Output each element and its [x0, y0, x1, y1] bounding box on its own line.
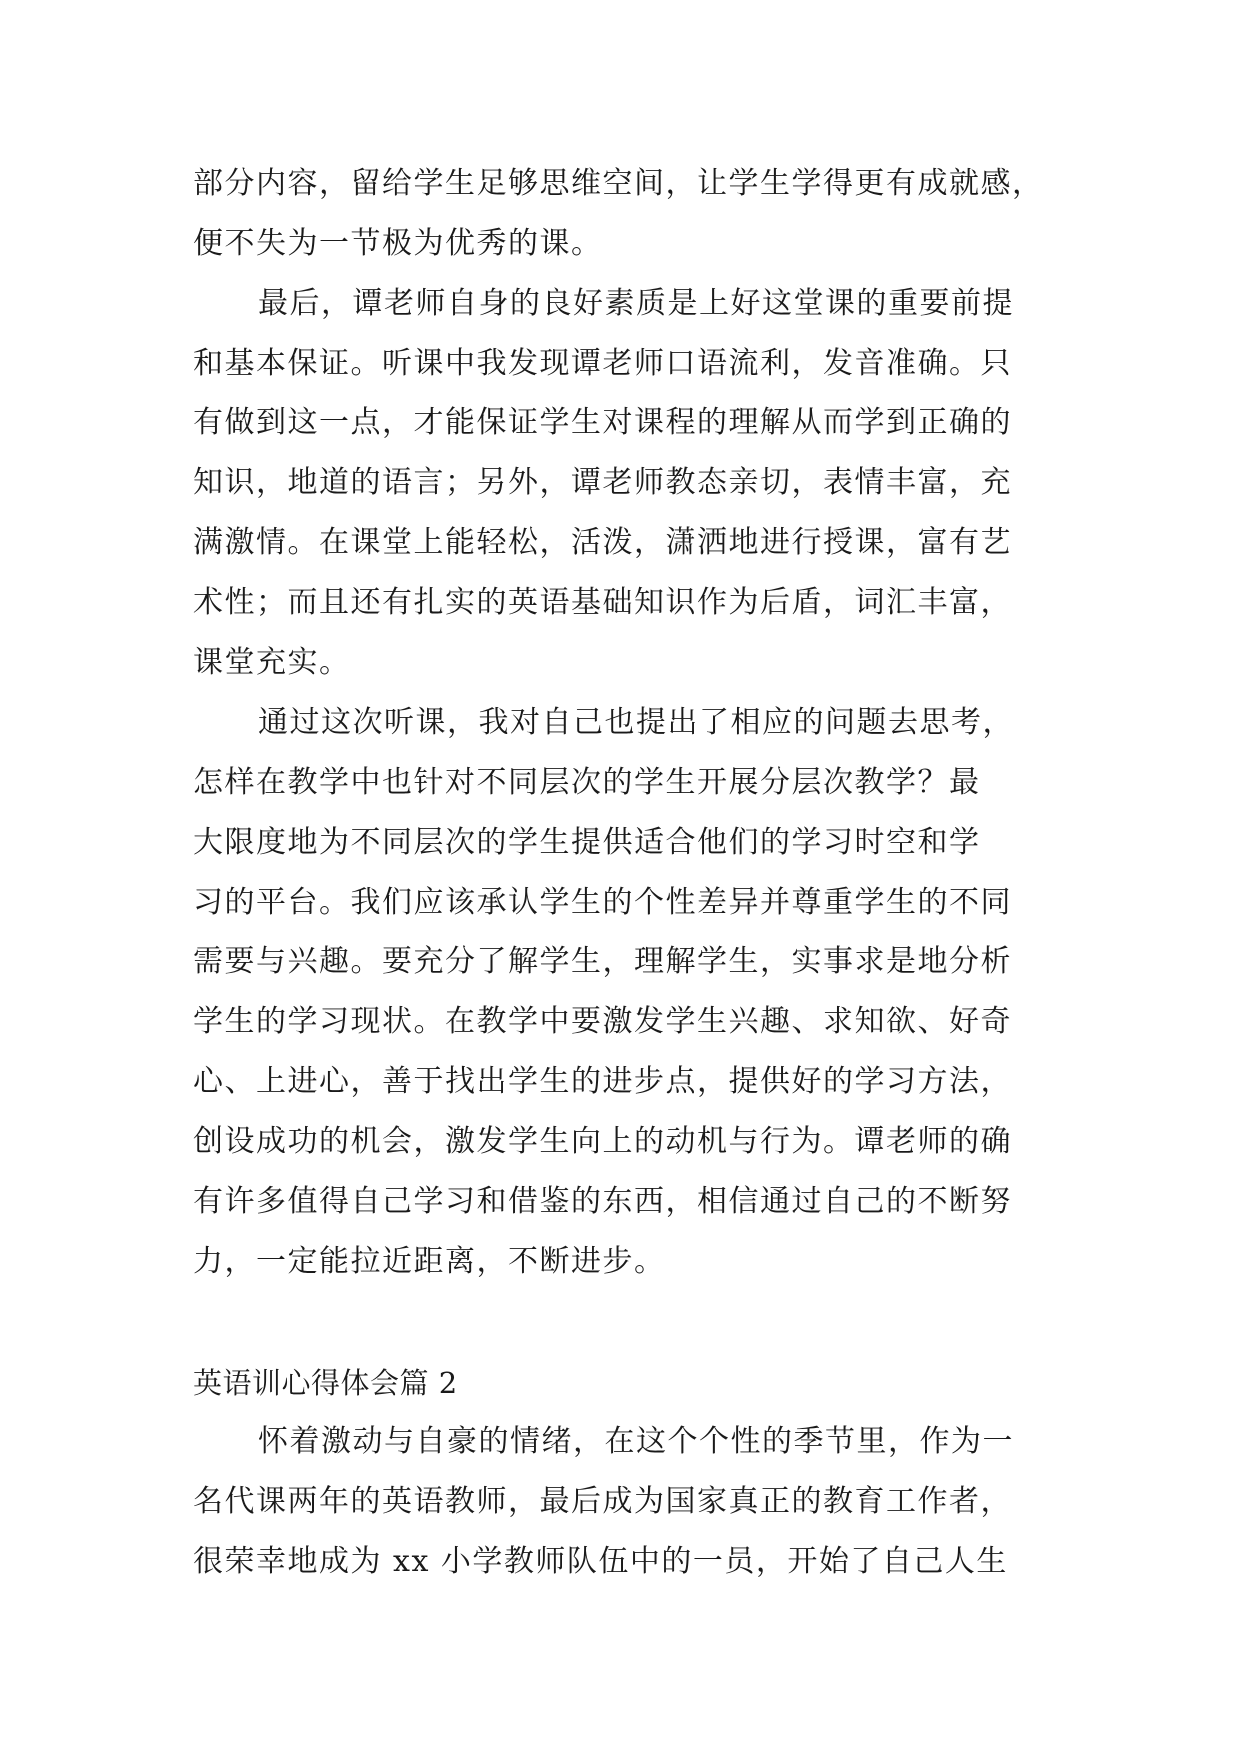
- paragraph-start-line: 通过这次听课，我对自己也提出了相应的问题去思考，: [258, 705, 1014, 740]
- paragraph-start-line: 怀着激动与自豪的情绪，在这个个性的季节里，作为一: [258, 1424, 1014, 1459]
- body-line: 满激情。在课堂上能轻松，活泼，潇洒地进行授课，富有艺: [193, 525, 1012, 560]
- body-line: 术性；而且还有扎实的英语基础知识作为后盾，词汇丰富，: [193, 585, 1012, 620]
- body-line: 心、上进心，善于找出学生的进步点，提供好的学习方法，: [193, 1064, 1012, 1099]
- body-line: 有做到这一点，才能保证学生对课程的理解从而学到正确的: [193, 405, 1012, 440]
- body-line: 习的平台。我们应该承认学生的个性差异并尊重学生的不同: [193, 885, 1012, 920]
- body-line: 学生的学习现状。在教学中要激发学生兴趣、求知欲、好奇: [193, 1004, 1012, 1039]
- body-line: 部分内容，留给学生足够思维空间，让学生学得更有成就感，: [193, 166, 1044, 201]
- body-line: 力，一定能拉近距离，不断进步。: [193, 1244, 666, 1279]
- body-line: 很荣幸地成为 xx 小学教师队伍中的一员，开始了自己人生: [193, 1544, 1008, 1579]
- body-line: 大限度地为不同层次的学生提供适合他们的学习时空和学: [193, 825, 981, 860]
- body-line: 便不失为一节极为优秀的课。: [193, 226, 603, 261]
- body-line: 名代课两年的英语教师，最后成为国家真正的教育工作者，: [193, 1484, 1012, 1519]
- body-line: 需要与兴趣。要充分了解学生，理解学生，实事求是地分析: [193, 944, 1012, 979]
- section-heading: 英语训心得体会篇 2: [193, 1366, 458, 1400]
- body-line: 有许多值得自己学习和借鉴的东西，相信通过自己的不断努: [193, 1184, 1012, 1219]
- body-line: 创设成功的机会，激发学生向上的动机与行为。谭老师的确: [193, 1124, 1012, 1159]
- body-line: 和基本保证。听课中我发现谭老师口语流利，发音准确。只: [193, 346, 1012, 381]
- body-line: 知识，地道的语言；另外，谭老师教态亲切，表情丰富，充: [193, 465, 1012, 500]
- body-line: 课堂充实。: [193, 645, 351, 680]
- body-line: 怎样在教学中也针对不同层次的学生开展分层次教学？最: [193, 765, 981, 800]
- paragraph-start-line: 最后，谭老师自身的良好素质是上好这堂课的重要前提: [258, 286, 1014, 321]
